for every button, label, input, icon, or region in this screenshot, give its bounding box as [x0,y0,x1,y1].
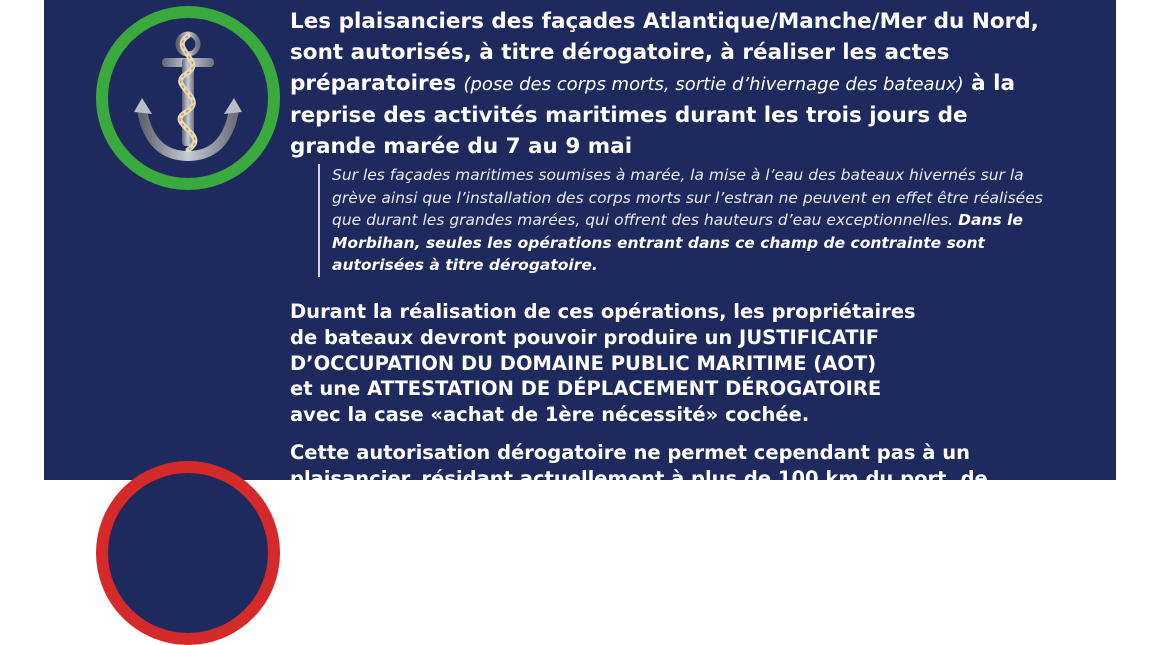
headline-part1: Les plaisanciers des façades Atlantique/Manche/Mer du Nord, sont autorisés, à titre dérogatoire, à réaliser les actes préparatoires [290,9,1039,96]
headline-aside: (pose des corps morts, sortie d’hivernage des bateaux) [463,74,964,95]
anchor-icon [128,28,248,168]
main-content [290,6,1050,277]
quote-emphasis: Dans le Morbihan, seules les opérations entrant dans ce champ de contrainte sont autorisées à titre dérogatoire. [332,211,1023,274]
paragraph-line: D’OCCUPATION DU DOMAINE PUBLIC MARITIME (AOT) [290,351,877,375]
requirements-paragraph [290,299,1050,428]
quote-text: Sur les façades maritimes soumises à marée, la mise à l’eau des bateaux hivernés sur la grève ainsi que l’installation des corps morts sur l’estran ne peuvent en effet être réalisées que durant les grandes marées, qui offrent des hauteurs d’eau exceptionnelles. [332,166,1043,229]
restriction-paragraph [290,440,1050,492]
paragraph-line: avec la case «achat de 1ère nécessité» cochée. [290,403,810,427]
paragraph-line: Durant la réalisation de ces opérations, les propriétaires [290,300,916,323]
paragraph-line: et une ATTESTATION DE DÉPLACEMENT DÉROGATOIRE [290,377,882,401]
prohibition-icon [96,461,280,645]
headline [290,6,1050,162]
headline-part2: à la reprise des activités maritimes durant les trois jours de grande marée du 7 au 9 mai [290,71,1016,159]
paragraph-line: Cette autorisation dérogatoire ne permet cependant pas à un [290,441,970,464]
paragraph-line: de bateaux devront pouvoir produire un JUSTIFICATIF [290,325,880,349]
allowed-badge [96,6,280,190]
explanation-quote [318,164,1050,277]
paragraph-line: plaisancier, résidant actuellement à plus de 100 km du port, de [290,466,988,490]
